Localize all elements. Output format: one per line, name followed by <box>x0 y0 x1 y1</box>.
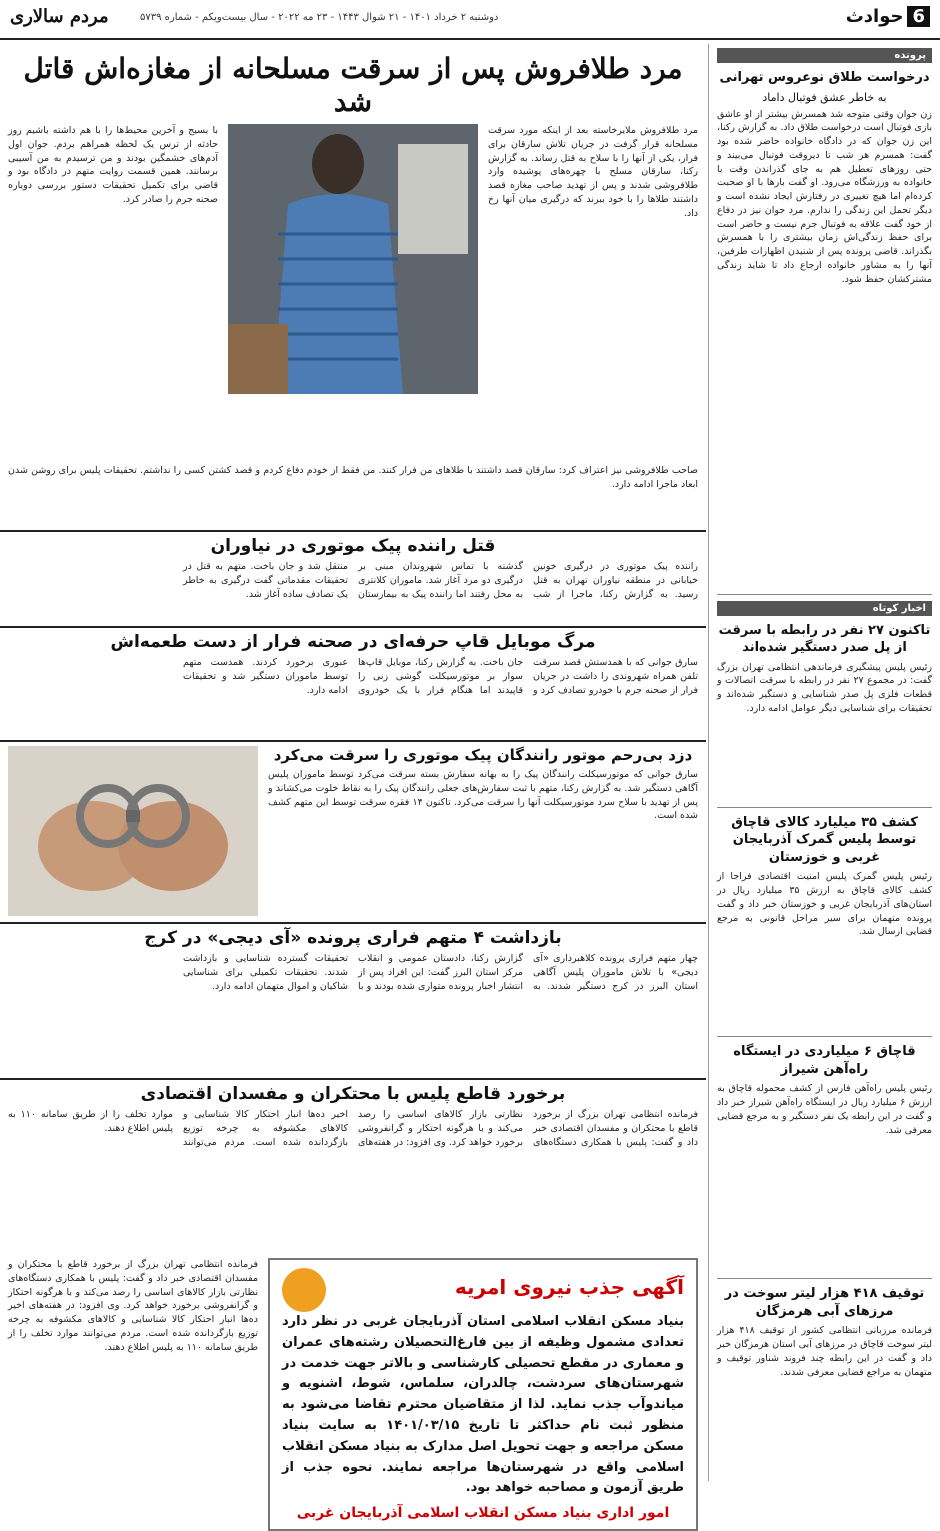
foundation-logo-icon <box>282 1268 326 1312</box>
divider <box>717 807 932 808</box>
article-body: چهار متهم فراری پرونده کلاهبرداری «آی دیجی» با تلاش ماموران پلیس آگاهی استان البرز در کرج دستگیر شدند. به گزارش رکنا، دادستان عمومی و انقلاب مرکز استان البرز گفت: این افراد پس از انتشار اخبار پرونده متواری شده بودند و با تحقیقات گسترده شناسایی و بازداشت شدند. تحقیقات تکمیلی برای شناسایی شاکیان و اموال متهمان ادامه دارد. <box>183 953 698 992</box>
story-subtitle: به خاطر عشق فوتبال داماد <box>762 90 887 104</box>
article-headline: قتل راننده پیک موتوری در نیاوران <box>0 530 706 556</box>
story-title: قاچاق ۶ میلیاردی در ایستگاه راه‌آهن شیراز <box>733 1044 916 1077</box>
sidebar-tag-file: پرونده <box>717 48 932 63</box>
ad-footer: امور اداری بنیاد مسکن انقلاب اسلامی آذربایجان غربی <box>296 1505 670 1522</box>
divider <box>717 1278 932 1279</box>
article-headline: برخورد قاطع پلیس با محتکران و مفسدان اقتصادی <box>0 1078 706 1104</box>
section-label: 6حوادث <box>846 6 930 27</box>
divider <box>717 1036 932 1037</box>
article-body-continued: فرمانده انتظامی تهران بزرگ از برخورد قاطع با محتکران و مفسدان اقتصادی خبر داد و گفت: پلیس با همکاری دستگاه‌های نظارتی بازار کالاهای اساسی را رصد می‌کند و با هرگونه احتکار و گرانفروشی برخورد خواهد کرد. وی افزود: در هفته‌های اخیر ده‌ها انبار احتکار کالا شناسایی و کالاهای مکشوفه به چرخه توزیع بازگردانده شده است. مردم می‌توانند موارد تخلف را از طریق سامانه ۱۱۰ به پلیس اطلاع دهند. <box>8 1259 258 1353</box>
job-advertisement <box>268 1258 698 1531</box>
page-header <box>0 0 940 40</box>
article-headline: دزد بی‌رحم موتور رانندگان پیک موتوری را سرقت می‌کرد <box>273 746 693 764</box>
story-body: زن جوان وقتی متوجه شد همسرش بیشتر از او عاشق بازی فوتبال است درخواست طلاق داد. به گزارش رکنا، این زن جوان که در دادگاه خانواده حاضر شده بود گفت: همسرم هر شب تا دیروقت فوتبال می‌بیند و حتی روزهای تعطیل هم به جای گذراندن وقت با خانواده به ورزشگاه می‌رود. او گفت بارها با او صحبت کرده‌ام اما هیچ تغییری در رفتارش ایجاد نشده است و دیگر تحمل این زندگی را ندارم. مرد جوان نیز در دفاع از خود گفت علاقه به فوتبال جرم نیست و حاضر است برای حفظ زندگی‌اش زمان بیشتری را با همسرش بگذراند. قاضی پرونده پس از شنیدن اظهارات طرفین، آنها را به مشاور خانواده ارجاع داد تا شاید زندگی مشترکشان حفظ شود. <box>717 108 932 285</box>
story-title: کشف ۳۵ میلیارد کالای قاچاق توسط پلیس گمرک آذربایجان غربی و خوزستان <box>731 814 918 865</box>
divider <box>717 594 932 595</box>
article-headline: بازداشت ۴ متهم فراری پرونده «آی دیجی» در کرج <box>0 922 706 948</box>
story-body: رئیس پلیس گمرک پلیس امنیت اقتصادی فراجا از کشف کالای قاچاق به ارزش ۳۵ میلیارد ریال در استان‌های آذربایجان غربی و خوزستان خبر داد و گفت پرونده متهمان برای سیر مراحل قانونی به مرجع قضایی ارسال شد. <box>717 871 932 938</box>
handcuffs-photo <box>8 746 258 916</box>
article-body: سارق جوانی که با همدستش قصد سرقت تلفن همراه شهروندی را داشت در جریان فرار از صحنه جرم با خودرو تصادف کرد و جان باخت. به گزارش رکنا، موبایل قاپ‌ها سوار بر موتورسیکلت گوشی زنی را قاپیدند اما هنگام فرار با یک خودروی عبوری برخورد کردند. همدست متهم توسط ماموران دستگیر شد و تحقیقات ادامه دارد. <box>183 657 698 696</box>
article-headline: مرگ موبایل قاپ حرفه‌ای در صحنه فرار از دست طعمه‌اش <box>0 626 706 652</box>
story-title: توقیف ۴۱۸ هزار لیتر سوخت در مرزهای آبی هرمزگان <box>724 1286 925 1319</box>
lead-body-right: مرد طلافروش ملایرخاسته بعد از اینکه مورد سرقت مسلحانه قرار گرفت در جریان تلاش سارقان برای فرار، یکی از آنها را با سلاح به قتل رساند. به گزارش رکنا، سارقان مسلح با چهره‌های پوشیده وارد طلافروشی شدند و پس از تهدید صاحب مغازه قصد داشتند طلاها را با خود ببرند که درگیری میان آنها رخ داد. <box>488 125 698 219</box>
article-body: راننده پیک موتوری در درگیری خونین خیابانی در منطقه نیاوران تهران به قتل رسید. به گزارش رکنا، ماجرا از شب گذشته با تماس شهروندان مبنی بر درگیری دو مرد آغاز شد. ماموران کلانتری به محل رفتند اما راننده پیک به بیمارستان منتقل شد و جان باخت. متهم به قتل در تحقیقات مقدماتی گفت درگیری به خاطر یک تصادف ساده آغاز شد. <box>183 561 698 600</box>
newspaper-logo: مردم سالاری <box>10 6 109 27</box>
section-number: 6 <box>907 6 930 27</box>
sidebar <box>708 44 940 1481</box>
story-title: تاکنون ۲۷ نفر در رابطه با سرقت از پل صدر دستگیر شده‌اند <box>718 622 931 656</box>
lead-body-left: با بسیج و آخرین محیط‌ها را با هم داشته باشیم روز حادثه از ترس یک لحظه همراهم بردم. جوان اول آدم‌های خشمگین بودند و من ترسیدم به من آسیبی برسانند. همین قسمت روایت متهم در دادگاه بود و قاضی برای تکمیل تحقیقات دستور بررسی دوباره صحنه جرم را صادر کرد. <box>8 125 218 205</box>
story-body: رئیس پلیس راه‌آهن فارس از کشف محموله قاچاق به ارزش ۶ میلیارد ریال در ایستگاه راه‌آهن شیراز خبر داد و گفت در این رابطه یک نفر دستگیر و به مرجع قضایی معرفی شد. <box>717 1083 932 1136</box>
lead-headline: مرد طلافروش پس از سرقت مسلحانه از مغازه‌اش قاتل شد <box>23 52 683 118</box>
story-body: فرمانده مرزبانی انتظامی کشور از توقیف ۴۱۸ هزار لیتر سوخت قاچاق در مرزهای آبی استان هرمزگان خبر داد و گفت در این رابطه چند فروند شناور توقیف و متهمان به مراجع قضایی معرفی شدند. <box>717 1325 932 1378</box>
article-body: سارق جوانی که موتورسیکلت رانندگان پیک را به بهانه سفارش بسته سرقت می‌کرد توسط ماموران پلیس آگاهی دستگیر شد. به گزارش رکنا، متهم با ثبت سفارش‌های جعلی رانندگان پیک را به نقاط خلوت می‌کشاند و پس از تهدید با سلاح سرد موتورسیکلت آنها را سرقت می‌کرد. تاکنون ۱۴ فقره سرقت توسط این متهم کشف شده است. <box>268 769 698 822</box>
handcuffs-icon <box>8 746 258 916</box>
story-body: رئیس پلیس پیشگیری فرماندهی انتظامی تهران بزرگ گفت: در مجموع ۲۷ نفر در رابطه با سرقت اتصالات و قطعات فلزی پل صدر شناسایی و دستگیر شده‌اند و تحقیقات برای شناسایی دیگر عوامل ادامه دارد. <box>717 661 932 714</box>
sidebar-tag-brief: اخبار کوتاه <box>717 601 932 616</box>
suspect-photo-icon <box>228 124 478 394</box>
article-body: فرمانده انتظامی تهران بزرگ از برخورد قاطع با محتکران و مفسدان اقتصادی خبر داد و گفت: پلیس با همکاری دستگاه‌های نظارتی بازار کالاهای اساسی را رصد می‌کند و با هرگونه احتکار و گرانفروشی برخورد خواهد کرد. وی افزود: در هفته‌های اخیر ده‌ها انبار احتکار کالا شناسایی و کالاهای مکشوفه به چرخه توزیع بازگردانده شده است. مردم می‌توانند موارد تخلف را از طریق سامانه ۱۱۰ به پلیس اطلاع دهند. <box>8 1109 698 1148</box>
lead-photo <box>228 124 478 394</box>
ad-body: بنیاد مسکن انقلاب اسلامی استان آذربایجان غربی در نظر دارد تعدادی مشمول وظیفه از بین فارغ‌التحصیلان رشته‌های عمران و معماری در مقطع تحصیلی کارشناسی و بالاتر جهت خدمت در شهرستان‌های سردشت، چالدران، سلماس، شوط، اشنویه و میاندوآب جذب نماید. لذا از متقاضیان محترم تقاضا می‌شود به منظور ثبت نام حداکثر تا تاریخ ۱۴۰۱/۰۳/۱۵ به سایت بنیاد مسکن مراجعه و جهت تحویل اصل مدارک به بنیاد مسکن انقلاب اسلامی واقع در شهرستان‌ها مراجعه نمایند. نحوه جذب از طریق آزمون و مصاحبه خواهد بود. <box>282 1314 684 1496</box>
story-title: درخواست طلاق نوعروس تهرانی <box>719 70 930 85</box>
issue-date: دوشنبه ۲ خرداد ۱۴۰۱ - ۲۱ شوال ۱۴۴۳ - ۲۳ مه ۲۰۲۲ - سال بیست‌و‌یکم - شماره ۵۷۳۹ <box>140 12 499 23</box>
ad-title: آگهی جذب نیروی امریه <box>454 1275 684 1299</box>
main-content <box>0 44 706 1531</box>
lead-body-bottom: صاحب طلافروشی نیز اعتراف کرد: سارقان قصد داشتند با طلاهای من فرار کنند. من فقط از خودم دفاع کردم و قصد کشتن کسی را نداشتم. تحقیقات پلیس برای روشن شدن ابعاد ماجرا ادامه دارد. <box>8 465 698 490</box>
